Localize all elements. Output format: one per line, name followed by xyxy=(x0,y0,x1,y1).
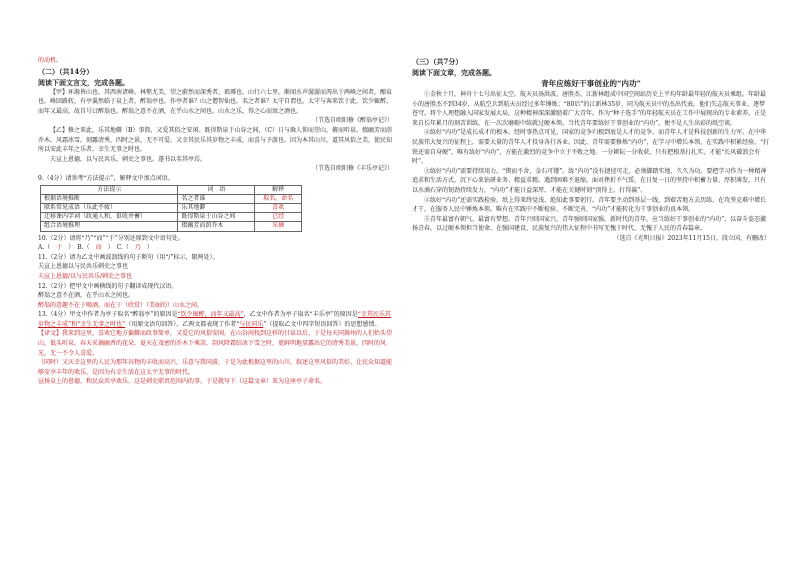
section-2-instruction: 阅读下面文言文，完成各题。 xyxy=(38,77,129,87)
left-column xyxy=(38,0,393,561)
table-row xyxy=(41,222,302,231)
passage-b-source: （节选自欧阳修《丰乐亭记》） xyxy=(311,165,393,173)
q10-b-answer: 而 xyxy=(95,244,102,252)
table-cell-answer: 喜欢 xyxy=(255,203,302,212)
q10-a-answer: 于 xyxy=(56,244,63,252)
table-cell-answer: 已经 xyxy=(255,213,302,222)
method-table xyxy=(40,185,302,232)
q13-part2: ，乙文中作者为亭子取名“丰乐亭”的原因是 xyxy=(243,311,358,319)
q13-answer-2: “幸其民乐其岁物之丰成”和“幸生无事之时也” xyxy=(38,311,391,328)
table-cell-hint: 组合语境推理 xyxy=(41,222,178,231)
table-cell-hint: 联系常见成语（乐此不疲） xyxy=(41,203,178,212)
question-9: 9.（4分）请参考“方法提示”，解释文中加点词语。 xyxy=(38,174,174,182)
q13-part1: 13.（4分）甲文中作者为亭子取名“醉翁亭”的原因是 xyxy=(38,311,178,319)
table-cell-word: 乐其地僻 xyxy=(178,203,255,212)
section-3-instruction: 阅读下面文章，完成各题。 xyxy=(412,68,496,77)
article-paragraph-2: ②练好“内功”是成长成才的根本。经时事热点可见，国家的竞争归根到底是人才的竞争，而青年人才是科技创新的生力军。在中华民族伟大复兴的征程上，需要大量的青年人才投身各行各业。因此，青年需要修炼“内功”，在学习中增长本领，在实践中积累经验。“打铁还需自身硬”，唯有练好“内功”，方能在激烈的竞争中立于不败之地。一分耕耘一分收获，只有把根基打扎实，才能“长风破浪会有时”。 xyxy=(412,129,770,166)
table-row xyxy=(41,194,302,203)
table-head-word: 词 语 xyxy=(178,185,255,194)
translation-2: （同时）又庆幸这里的人民为那年谷物的丰收而高兴，乐意与我同游，于是为此根据这里的山川，叙述这里风俗的美好，让民众知道能够安享丰年的欢乐，是因为有幸生活在这太平无事的时代。 xyxy=(38,359,393,376)
question-10-answers xyxy=(38,243,393,253)
table-row xyxy=(41,213,302,222)
section-3-header: （三）（共7分） xyxy=(412,57,463,66)
table-cell-hint: 迁移课内字词（政通人和，俱收并蓄） xyxy=(41,213,178,222)
table-cell-hint: 根据语境推断 xyxy=(41,194,178,203)
table-cell-answer: 采摘 xyxy=(255,222,302,231)
question-13 xyxy=(38,310,393,329)
translation-3: 宣扬皇上的恩德，和民众共享欢乐，这是刺史职责范围内的事。于是就写下（这篇文章）来为这座亭子命名。 xyxy=(38,378,327,386)
table-cell-word: 既得斯泉于山谷之间 xyxy=(178,213,255,222)
question-12: 12.（2分）把甲文中画横线的句子翻译成现代汉语。 xyxy=(38,282,178,290)
table-cell-answer: 取名，命名 xyxy=(255,194,302,203)
article-source: （选自《光明日报》2023年11月15日，段立国，有删改） xyxy=(613,234,770,242)
article-paragraph-1: ①金秋十月，神舟十七号出征太空。航天员汤洪波、唐胜杰、江新林组成中国空间站历史上平均年龄最年轻的航天员乘组。年龄最小的唐胜杰不到34岁，从航空兵到航天员经过多年锤炼；“80后”的江新林35岁，同为航天员中的杰出代表。他们矢志航天事业、逐梦苍穹，将个人理想融入国家发展大局，这种精神深深激励着广大青年。作为“种子选手”的年轻航天员在工作中展现出的专业素养，正是来自长年累月的刻苦训练，在一次次磨砺中练就过硬本领。当代青年要练好干事创业的“内功”，便不是人生出彩的纸空谈。 xyxy=(412,91,767,127)
section-2-header: （二）（共14分） xyxy=(38,66,94,76)
top-line: 的动机。 xyxy=(38,57,63,64)
q13-part4: ”（提取乙文中四字短语回答）的思想感情。 xyxy=(263,320,381,328)
table-head-hint: 方法提示 xyxy=(41,185,178,194)
translation-text: 我来到这里，喜欢它地方偏僻而政事简单，又爱它的风俗安闲。在山谷间找到这样的甘泉以后，于是每天同滁州的人们抬头望山，低头听泉。春天采摘幽香的花朵，夏天在茂密的乔木下乘凉，刮风降霜结冰下雪之时，更鲜明地显露出它的清秀美景，四时的风光，无一不令人喜爱。 xyxy=(38,330,393,357)
question-11-answer: 夫宣上恩德/以与民共乐/刺史之事也 xyxy=(38,272,133,280)
q10-a-label: A.（ xyxy=(38,244,51,252)
passage-b: 【乙】修之来此，乐其地僻（B）事简，又爱其俗之安闲。既得斯泉于山谷之间，（C）日与滁人仰而望山，俯而听泉。掇幽芳而荫乔木，风霜冰雪，刻露清秀，四时之景，无不可爱。又幸其民乐其岁物之丰成，而喜与予游也。因为本其山川，道其风俗之美，使民知所以安此丰年之乐者，幸生无事之时也。 xyxy=(38,126,393,154)
q13-answer-1: “饮少辄醉，而年又最高” xyxy=(177,311,244,319)
passage-a: 【甲】环滁皆山也。其西南诸峰，林壑尤美，望之蔚然而深秀者，琅琊也。山行六七里，渐闻水声潺潺而泻出于两峰之间者，酿泉也。峰回路转，有亭翼然临于泉上者，醉翁亭也。作亭者谁？山之僧智仙也。名之者谁？太守自谓也。太守与客来饮于此，饮少辄醉，而年又最高，故自号曰醉翁也。醉翁之意不在酒，在乎山水之间也。山水之乐，得之心而寓之酒也。 xyxy=(38,88,393,115)
question-11: 11.（2分）请为乙文中画波浪线的句子断句（用“/”标示，限两处）。 xyxy=(38,253,219,261)
q13-answer-3: 与民同乐 xyxy=(239,320,264,328)
question-12-answer: 醉翁的意趣不在于喝酒，而在于（欣赏）（美丽的）山水之间。 xyxy=(38,301,204,309)
q10-c-label: ） C.（ xyxy=(107,244,129,252)
q10-b-label: ） B.（ xyxy=(68,244,90,252)
table-cell-word: 名之者谁 xyxy=(178,194,255,203)
article-paragraph-5: ⑤青年最富有朝气、最富有梦想。青年兴则国家兴，青年强则国家强。新时代的青年，应当练好干事创业的“内功”，以奋斗姿态激扬青春，以过硬本领担当使命，在强国建设、民族复兴的伟大征程中书写无愧于时代、无愧于人民的青春篇章。 xyxy=(412,215,767,233)
article-paragraph-4: ④练好“内功”还需实践检验。纸上得来终觉浅，绝知此事要躬行。青年要主动到基层一线、到艰苦地方去历练，在攻坚克难中增长才干，在服务人民中锤炼本领。唯有在实践中不断检验、不断完善，“内功”才能转化为干事创业的真本领。 xyxy=(412,196,767,214)
translation-label: 【译文】 xyxy=(38,330,63,338)
q10-c-answer: 乃 xyxy=(134,244,141,252)
table-row xyxy=(41,203,302,212)
translation xyxy=(38,329,393,358)
passage-b-tail: 夫宣上恩德，以与民共乐，刺史之事也。遂书以名其亭焉。 xyxy=(50,155,207,163)
q13-part3: （用原文语句回答）。乙两文都表现了作者“ xyxy=(125,320,240,328)
article-paragraph-3: ③练好“内功”需要持续用力。“锲而不舍，金石可镂”。练“内功”没有捷径可走，必须脚踏实地、久久为功。要把学习作为一种精神追求和生活方式，沉下心来钻研业务、精益求精。遇到困难不退缩，面对挫折不气馁，在日复一日的坚持中积蓄力量、厚积薄发。只有以水滴石穿的韧劲持续发力，“内功”才能日益深厚，才能在关键时刻“顶得上、打得赢”。 xyxy=(412,167,767,194)
passage-a-source: （节选自欧阳修《醉翁亭记》） xyxy=(311,117,393,125)
article-title: 青年应练好干事创业的“内功” xyxy=(541,79,641,88)
question-12-text: 醉翁之意不在酒，在乎山水之间也。 xyxy=(38,292,135,300)
table-cell-word: 掇幽芳而荫乔木 xyxy=(178,222,255,231)
right-column xyxy=(412,0,770,561)
question-11-text: 夫宣上恩德以与民共乐刺史之事也 xyxy=(38,263,129,271)
q10-end: ） xyxy=(146,244,153,252)
table-head-explain: 解释 xyxy=(255,185,302,194)
question-10: 10.（2分）请将“乃”“而”“于”分别还原到文中语句处。 xyxy=(38,234,184,242)
